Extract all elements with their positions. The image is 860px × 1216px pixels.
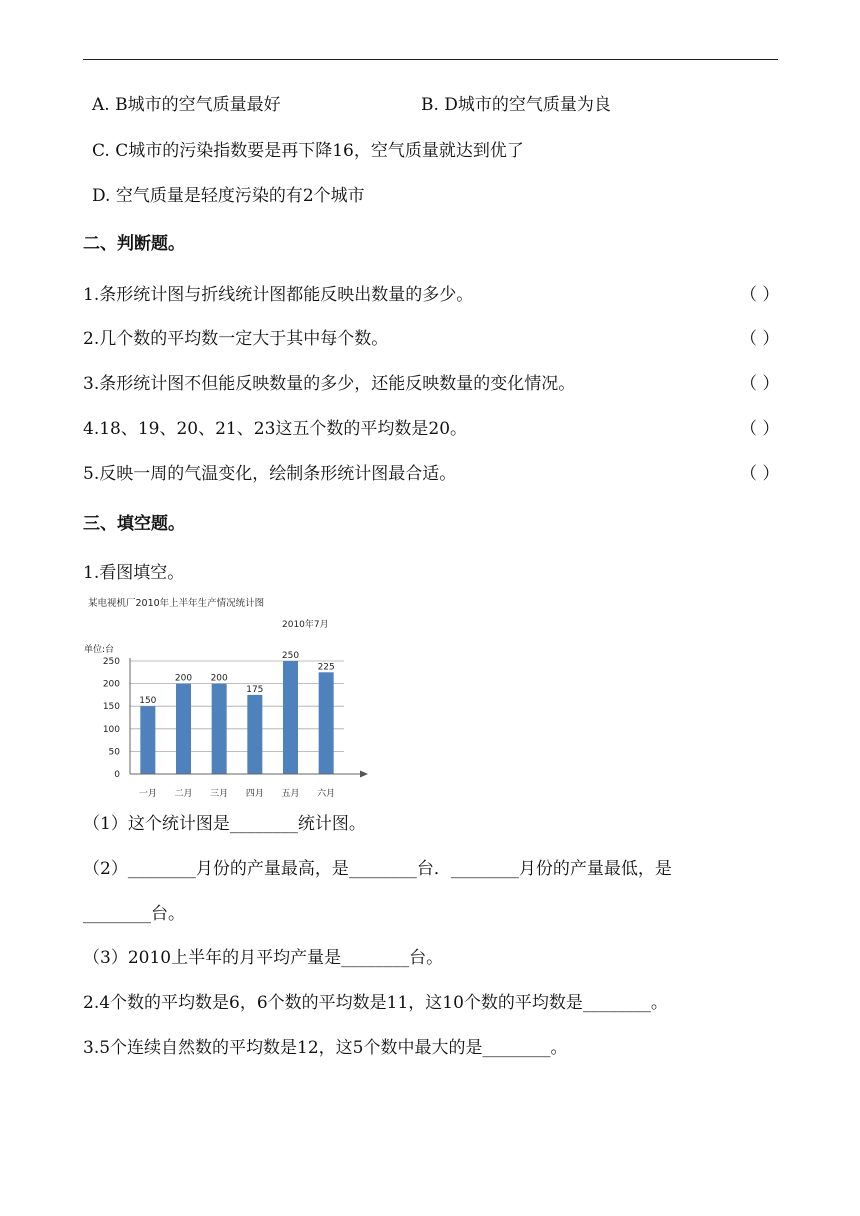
y-tick-label: 250: [102, 657, 120, 667]
answer-paren-1: （ ）: [740, 285, 780, 305]
chart-subtitle: 2010年7月: [282, 620, 329, 630]
value-label: 200: [174, 673, 193, 684]
bar: [176, 684, 191, 774]
y-tick-label: 0: [114, 770, 120, 780]
x-tick-labels: [139, 788, 335, 799]
y-tick-label: 150: [102, 702, 120, 713]
answer-paren-3: （ ）: [740, 374, 780, 394]
value-label: 250: [281, 651, 300, 661]
y-tick-label: 50: [108, 747, 120, 758]
sub-question-3: （3）2010上半年的月平均产量是________台。: [83, 948, 444, 968]
sub-question-2-line-2: ________台。: [83, 904, 185, 924]
sub-question-1: （1）这个统计图是________统计图。: [83, 814, 366, 834]
value-label: 225: [317, 662, 335, 673]
value-label: 150: [139, 696, 157, 707]
question-1: 1.看图填空。: [83, 563, 185, 583]
option-c: C. C城市的污染指数要是再下降16，空气质量就达到优了: [92, 141, 524, 161]
value-label: 175: [246, 684, 264, 695]
bar: [283, 661, 298, 774]
x-tick-label: 四月: [245, 789, 264, 799]
question-2: 2.4个数的平均数是6，6个数的平均数是11，这10个数的平均数是________。: [83, 993, 668, 1013]
value-label: 200: [210, 673, 228, 684]
x-tick-label: 五月: [281, 789, 300, 799]
judge-item-1: 1.条形统计图与折线统计图都能反映出数量的多少。: [83, 285, 474, 305]
chart-value-labels: [139, 651, 335, 706]
option-a: A. B城市的空气质量最好: [92, 95, 281, 115]
judge-item-4: 4.18、19、20、21、23这五个数的平均数是20。: [83, 419, 468, 439]
chart-title: 某电视机厂2010年上半年生产情况统计图: [88, 598, 265, 609]
y-tick-labels: [103, 657, 120, 780]
top-rule: [83, 59, 778, 60]
judge-item-3: 3.条形统计图不但能反映数量的多少，还能反映数量的变化情况。: [83, 374, 576, 394]
question-3: 3.5个连续自然数的平均数是12，这5个数中最大的是________。: [83, 1038, 568, 1058]
option-b: B. D城市的空气质量为良: [421, 95, 611, 115]
y-tick-label: 100: [102, 724, 120, 735]
x-tick-label: 六月: [317, 789, 336, 799]
answer-paren-4: （ ）: [740, 419, 780, 439]
bar: [212, 684, 227, 774]
section-2-title: 二、判断题。: [83, 234, 185, 254]
judge-item-2: 2.几个数的平均数一定大于其中每个数。: [83, 329, 389, 349]
production-bar-chart: [82, 592, 382, 802]
bar: [247, 695, 262, 774]
x-tick-label: 二月: [174, 789, 193, 799]
sub-question-2-line-1: （2）________月份的产量最高，是________台．________月份的产量最低，是: [83, 859, 672, 879]
chart-bars: [140, 661, 333, 774]
bar: [140, 706, 155, 774]
section-3-title: 三、填空题。: [83, 514, 185, 534]
bar: [319, 672, 334, 774]
answer-paren-2: （ ）: [740, 329, 780, 349]
x-tick-label: 一月: [138, 789, 157, 799]
x-axis-arrow-icon: [360, 771, 368, 778]
y-axis-unit-label: 单位:台: [84, 645, 115, 655]
judge-item-5: 5.反映一周的气温变化，绘制条形统计图最合适。: [83, 464, 457, 484]
option-d: D. 空气质量是轻度污染的有2个城市: [92, 186, 365, 206]
x-tick-label: 三月: [210, 789, 229, 799]
chart-gridlines: [130, 661, 344, 751]
answer-paren-5: （ ）: [740, 464, 780, 484]
y-tick-label: 200: [102, 679, 120, 690]
